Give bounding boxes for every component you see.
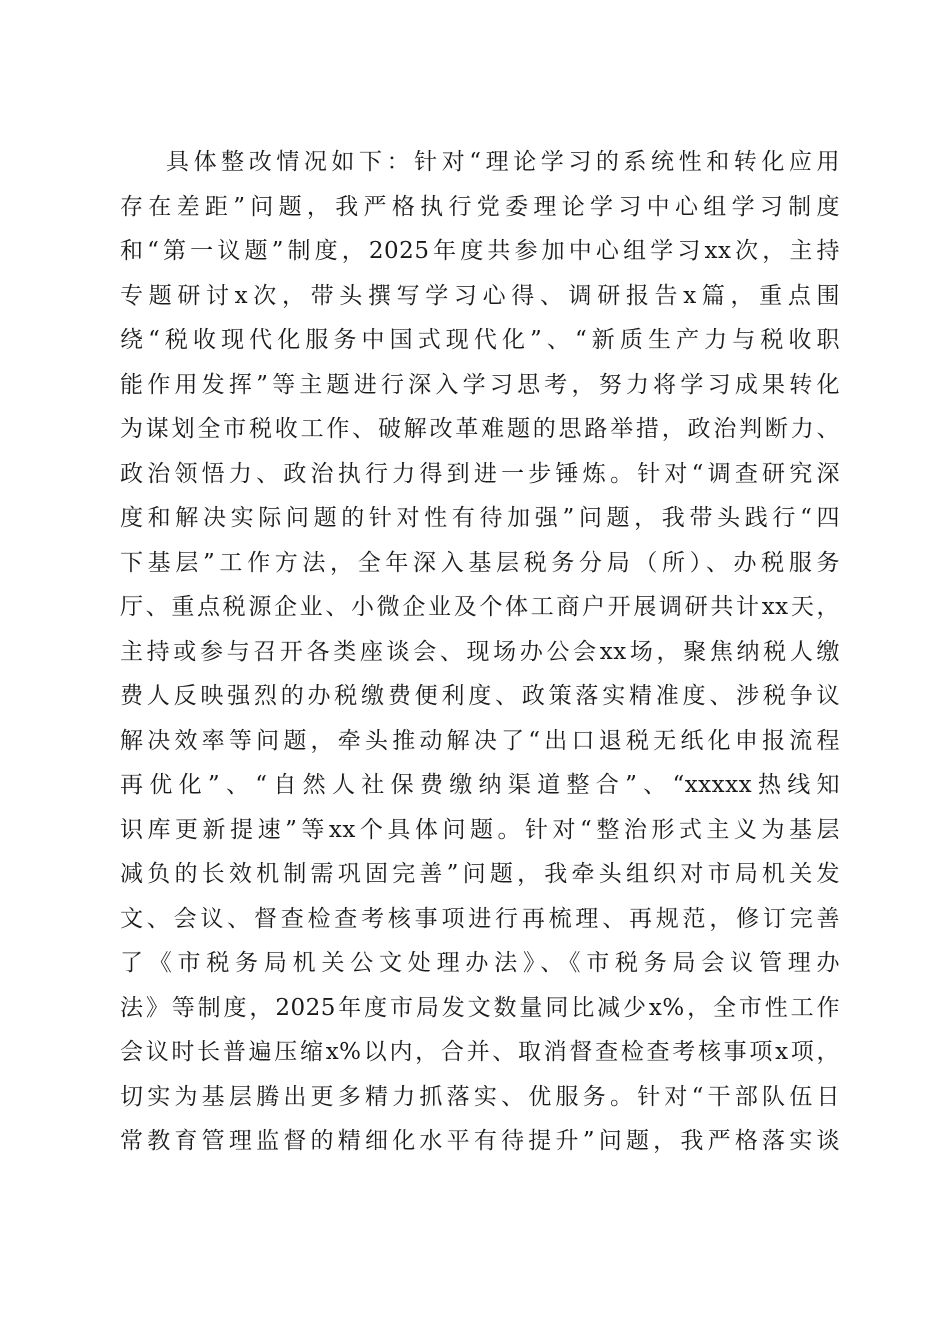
paragraph-line: 文、会议、督查检查考核事项进行再梳理、再规范，修订完善 xyxy=(120,905,840,932)
paragraph-line: 为谋划全市税收工作、破解改革难题的思路举措，政治判断力、 xyxy=(120,416,840,442)
paragraph-line: 法》等制度，2025年度市局发文数量同比减少x%，全市性工作 xyxy=(120,994,840,1021)
paragraph-line: 度和解决实际问题的针对性有待加强”问题，我带头践行“四 xyxy=(120,505,840,531)
paragraph-line: 切实为基层腾出更多精力抓落实、优服务。针对“干部队伍日 xyxy=(120,1083,840,1110)
paragraph-line: 专题研讨x次，带头撰写学习心得、调研报告x篇，重点围 xyxy=(120,282,840,309)
paragraph-line: 下基层”工作方法，全年深入基层税务分局（所）、办税服务 xyxy=(120,549,840,576)
paragraph-line: 常教育管理监督的精细化水平有待提升”问题，我严格落实谈 xyxy=(120,1128,840,1154)
paragraph-line: 识库更新提速”等xx个具体问题。针对“整治形式主义为基层 xyxy=(120,816,840,843)
paragraph-line: 政治领悟力、政治执行力得到进一步锤炼。针对“调查研究深 xyxy=(120,460,840,487)
paragraph-line: 会议时长普遍压缩x%以内，合并、取消督查检查考核事项x项， xyxy=(120,1039,840,1065)
paragraph-line: 和“第一议题”制度，2025年度共参加中心组学习xx次，主持 xyxy=(120,238,840,264)
paragraph-line: 减负的长效机制需巩固完善”问题，我牵头组织对市局机关发 xyxy=(120,861,840,887)
paragraph-line: 再优化”、“自然人社保费缴纳渠道整合”、“xxxxx热线知 xyxy=(120,772,840,798)
paragraph-line: 了《市税务局机关公文处理办法》、《市税务局会议管理办 xyxy=(120,950,840,976)
paragraph-line: 费人反映强烈的办税缴费便利度、政策落实精准度、涉税争议 xyxy=(120,683,840,709)
paragraph-line: 能作用发挥”等主题进行深入学习思考，努力将学习成果转化 xyxy=(120,371,840,398)
paragraph-line: 存在差距”问题，我严格执行党委理论学习中心组学习制度 xyxy=(120,193,840,220)
paragraph-line: 解决效率等问题，牵头推动解决了“出口退税无纸化申报流程 xyxy=(120,727,840,754)
rectification-paragraph xyxy=(120,140,840,1164)
paragraph-line: 厅、重点税源企业、小微企业及个体工商户开展调研共计xx天， xyxy=(120,594,840,620)
paragraph-line: 具体整改情况如下：针对“理论学习的系统性和转化应用 xyxy=(166,149,840,175)
paragraph-line: 绕“税收现代化服务中国式现代化”、“新质生产力与税收职 xyxy=(120,327,840,353)
paragraph-line: 主持或参与召开各类座谈会、现场办公会xx场，聚焦纳税人缴 xyxy=(120,638,840,665)
